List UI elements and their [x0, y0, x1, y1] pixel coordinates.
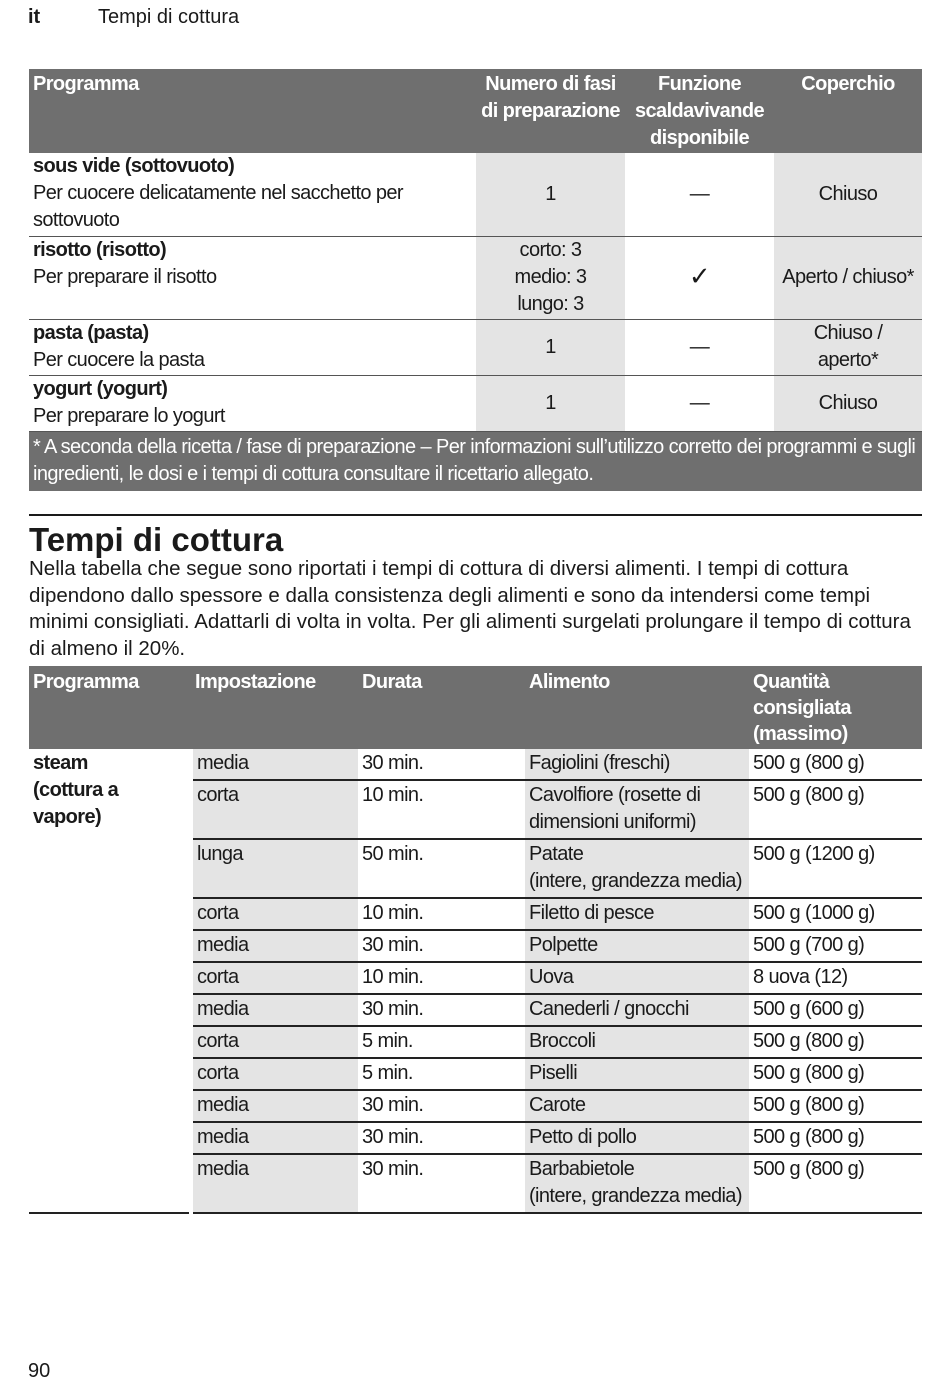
food-cell: [525, 1058, 749, 1090]
setting-cell: media: [191, 994, 358, 1026]
lid-value: Chiuso: [818, 182, 878, 205]
header-coperchio: Coperchio: [774, 69, 922, 153]
duration-cell: 10 min.: [358, 962, 525, 994]
phases-value: 1: [545, 391, 556, 414]
duration-cell: 10 min.: [358, 898, 525, 930]
lid-value: Aperto / chiuso*: [782, 266, 914, 288]
setting-cell: corta: [191, 1026, 358, 1058]
quantity-cell: 500 g (1000 g): [749, 898, 922, 930]
food-cell: [525, 1026, 749, 1058]
header-impostazione: Impostazione: [191, 666, 358, 749]
section-title: Tempi di cottura: [29, 521, 284, 558]
phases-cell: [476, 319, 625, 375]
food-cell: [525, 1090, 749, 1122]
duration-cell: 30 min.: [358, 994, 525, 1026]
phases-cell: [476, 153, 625, 236]
lid-cell: [774, 319, 922, 375]
checkmark-icon: ✓: [688, 260, 711, 291]
program-description: Per preparare il risotto: [33, 265, 217, 288]
duration-cell: 30 min.: [358, 1090, 525, 1122]
quantity-cell: 500 g (800 g): [749, 1026, 922, 1058]
quantity-cell: 8 uova (12): [749, 962, 922, 994]
program-cell: [29, 749, 191, 1213]
setting-cell: media: [191, 930, 358, 962]
program-cell: [29, 236, 476, 319]
food-cell: [525, 994, 749, 1026]
duration-cell: 5 min.: [358, 1026, 525, 1058]
duration-cell: 30 min.: [358, 930, 525, 962]
food-cell: [525, 962, 749, 994]
duration-cell: 30 min.: [358, 749, 525, 780]
header-scaldavivande: Funzione scaldavivande disponibile: [625, 69, 774, 153]
header-fasi: Numero di fasi di preparazione: [476, 69, 625, 153]
table-row: [29, 749, 922, 780]
table-row: [29, 153, 922, 236]
phases-value: 1: [545, 335, 556, 358]
header-quantita: Quantità consigliata (massimo): [749, 666, 922, 749]
food-value: Piselli: [529, 1062, 578, 1084]
table-header-row: [29, 666, 922, 749]
table-row: [29, 236, 922, 319]
food-value: Broccoli: [529, 1030, 596, 1052]
section-intro: Nella tabella che segue sono riportati i tempi di cottura di diversi alimenti. I tempi di cottura dipendono dallo spessore e dalla consistenza degli alimenti e sono da intendersi come tempi minimi consigliati. Adattarli di volta in volta. Per gli alimenti surgelati prolungare il tempo di cottura di almeno il 20%.: [29, 557, 911, 660]
food-value: Fagiolini (freschi): [529, 752, 670, 774]
footnote: * A seconda della ricetta / fase di preparazione – Per informazioni sull’utilizzo corretto dei programmi e sugli ingredienti, le dosi e i tempi di cottura consultare il ricettario allegato.: [29, 431, 922, 491]
table-row: [29, 375, 922, 431]
food-cell: [525, 1122, 749, 1154]
warming-cell: [625, 319, 774, 375]
program-name: yogurt (yogurt): [33, 377, 168, 400]
food-cell: [525, 930, 749, 962]
dash-icon: —: [689, 391, 710, 414]
lid-cell: [774, 375, 922, 431]
quantity-cell: 500 g (800 g): [749, 780, 922, 839]
quantity-cell: 500 g (800 g): [749, 1090, 922, 1122]
food-value: Cavolfiore (rosette di dimensioni uniformi): [529, 784, 701, 833]
running-section-title: Tempi di cottura: [98, 6, 240, 28]
duration-cell: 30 min.: [358, 1122, 525, 1154]
program-cell: [29, 319, 476, 375]
setting-cell: lunga: [191, 839, 358, 898]
warming-cell: [625, 236, 774, 319]
quantity-cell: 500 g (700 g): [749, 930, 922, 962]
food-value: Uova: [529, 966, 574, 988]
table-row: [29, 319, 922, 375]
program-cell: [29, 375, 476, 431]
duration-cell: 30 min.: [358, 1154, 525, 1213]
setting-cell: corta: [191, 898, 358, 930]
program-name: sous vide (sottovuoto): [33, 155, 235, 177]
food-value: Polpette: [529, 934, 598, 956]
food-value: Carote: [529, 1094, 586, 1116]
programs-table: [29, 69, 922, 491]
phases-value: corto: 3 medio: 3 lungo: 3: [514, 239, 587, 315]
setting-cell: corta: [191, 962, 358, 994]
quantity-cell: 500 g (600 g): [749, 994, 922, 1026]
food-value: Barbabietole (intere, grandezza media): [529, 1158, 742, 1207]
lid-value: Chiuso / aperto*: [813, 322, 883, 371]
food-value: Canederli / gnocchi: [529, 998, 689, 1020]
table-header-row: [29, 69, 922, 153]
program-description: Per preparare lo yogurt: [33, 404, 225, 427]
setting-cell: corta: [191, 780, 358, 839]
phases-cell: [476, 375, 625, 431]
header-programma: Programma: [29, 69, 476, 153]
footnote-row: [29, 431, 922, 491]
quantity-cell: 500 g (800 g): [749, 749, 922, 780]
duration-cell: 5 min.: [358, 1058, 525, 1090]
header-durata: Durata: [358, 666, 525, 749]
food-cell: [525, 839, 749, 898]
phases-cell: [476, 236, 625, 319]
food-value: Petto di pollo: [529, 1126, 637, 1148]
language-code: it: [28, 6, 41, 28]
header-alimento: Alimento: [525, 666, 749, 749]
program-cell: [29, 153, 476, 236]
setting-cell: media: [191, 1090, 358, 1122]
cooking-times-table: [29, 666, 922, 1214]
page-number: 90: [28, 1360, 51, 1382]
setting-cell: corta: [191, 1058, 358, 1090]
quantity-cell: 500 g (1200 g): [749, 839, 922, 898]
warming-cell: [625, 153, 774, 236]
food-cell: [525, 1154, 749, 1213]
program-name: steam (cottura a vapore): [33, 752, 119, 828]
phases-value: 1: [545, 182, 556, 205]
program-description: Per cuocere delicatamente nel sacchetto per sottovuoto: [33, 182, 403, 231]
food-cell: [525, 898, 749, 930]
setting-cell: media: [191, 749, 358, 780]
dash-icon: —: [689, 182, 710, 205]
duration-cell: 50 min.: [358, 839, 525, 898]
page-header: [28, 6, 239, 29]
program-name: pasta (pasta): [33, 321, 149, 344]
header-programma: Programma: [29, 666, 191, 749]
quantity-cell: 500 g (800 g): [749, 1122, 922, 1154]
lid-cell: [774, 153, 922, 236]
duration-cell: 10 min.: [358, 780, 525, 839]
program-description: Per cuocere la pasta: [33, 348, 205, 371]
setting-cell: media: [191, 1154, 358, 1213]
dash-icon: —: [689, 335, 710, 358]
food-value: Patate (intere, grandezza media): [529, 843, 742, 892]
food-value: Filetto di pesce: [529, 902, 654, 924]
warming-cell: [625, 375, 774, 431]
lid-value: Chiuso: [818, 391, 878, 414]
section-divider: [29, 514, 922, 516]
program-name: risotto (risotto): [33, 238, 167, 261]
quantity-cell: 500 g (800 g): [749, 1154, 922, 1213]
lid-cell: [774, 236, 922, 319]
food-cell: [525, 780, 749, 839]
food-cell: [525, 749, 749, 780]
quantity-cell: 500 g (800 g): [749, 1058, 922, 1090]
setting-cell: media: [191, 1122, 358, 1154]
